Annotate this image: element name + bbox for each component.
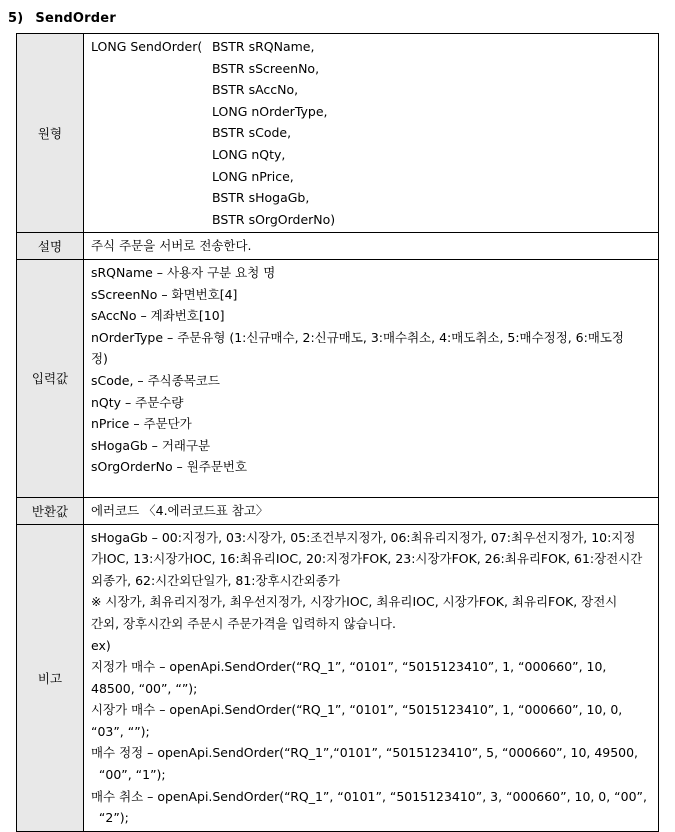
return-content	[84, 497, 659, 524]
return-row	[17, 497, 659, 524]
prototype-row	[17, 34, 659, 233]
remark-line: 간외, 장후시간외 주문시 주문가격을 입력하지 않습니다.	[91, 615, 396, 631]
inputs-row	[17, 259, 659, 497]
param-8: BSTR sHogaGb,	[212, 190, 310, 206]
description-text: 주식 주문을 서버로 전송한다.	[91, 238, 252, 254]
remark-line: 매수 정정 – openApi.SendOrder(“RQ_1”,“0101”, “5015123410”, 5, “000660”, 10, 49500,	[91, 745, 639, 761]
remark-line: 지정가 매수 – openApi.SendOrder(“RQ_1”, “0101”, “5015123410”, 1, “000660”, 10,	[91, 659, 607, 675]
input-line: sAccNo – 계좌번호[10]	[91, 308, 225, 324]
api-spec-table	[16, 33, 659, 832]
param-2: BSTR sScreenNo,	[212, 60, 320, 76]
description-row	[17, 233, 659, 260]
return-text: 에러코드 〈4.에러코드표 참고〉	[91, 502, 269, 518]
description-label: 설명	[17, 233, 84, 260]
input-line: nPrice – 주문단가	[91, 416, 192, 432]
remarks-content	[84, 524, 659, 831]
signature-head: LONG SendOrder(	[91, 39, 203, 54]
remark-line: 매수 취소 – openApi.SendOrder(“RQ_1”, “0101”, “5015123410”, 3, “000660”, 10, 0, “00”,	[91, 788, 647, 804]
param-3: BSTR sAccNo,	[212, 82, 299, 98]
param-6: LONG nQty,	[212, 146, 286, 162]
remark-line: 48500, “00”, “”);	[91, 680, 198, 696]
input-line: 정)	[91, 351, 108, 367]
input-line: sHogaGb – 거래구분	[91, 437, 211, 453]
param-5: BSTR sCode,	[212, 125, 292, 141]
prototype-label: 원형	[17, 34, 84, 233]
param-1: BSTR sRQName,	[212, 39, 315, 54]
section-name: SendOrder	[35, 11, 116, 26]
input-line: sScreenNo – 화면번호[4]	[91, 286, 238, 302]
remark-line: “03”, “”);	[91, 723, 150, 739]
param-7: LONG nPrice,	[212, 168, 294, 184]
inputs-content	[84, 259, 659, 497]
param-9: BSTR sOrgOrderNo)	[212, 211, 336, 227]
input-line: sRQName – 사용자 구분 요청 명	[91, 264, 276, 280]
remark-line: sHogaGb – 00:지정가, 03:시장가, 05:조건부지정가, 06:최유리지정가, 07:최우선지정가, 10:지정	[91, 529, 636, 545]
input-line: nQty – 주문수량	[91, 394, 184, 410]
signature-head-row	[91, 36, 652, 58]
remark-line: “2”);	[91, 810, 129, 826]
prototype-content	[84, 34, 659, 233]
remarks-label: 비고	[17, 524, 84, 831]
input-line: nOrderType – 주문유형 (1:신규매수, 2:신규매도, 3:매수취소, 4:매도취소, 5:매수정정, 6:매도정	[91, 329, 624, 345]
input-line: sCode, – 주식종목코드	[91, 372, 220, 388]
remark-line: 시장가 매수 – openApi.SendOrder(“RQ_1”, “0101”, “5015123410”, 1, “000660”, 10, 0,	[91, 702, 623, 718]
section-title	[8, 11, 116, 26]
remarks-row	[17, 524, 659, 831]
input-line: sOrgOrderNo – 원주문번호	[91, 459, 248, 475]
remark-line: 가IOC, 13:시장가IOC, 16:최유리IOC, 20:지정가FOK, 23:시장가FOK, 26:최유리FOK, 61:장전시간	[91, 551, 643, 567]
section-number: 5)	[8, 11, 24, 26]
inputs-label: 입력값	[17, 259, 84, 497]
remark-line: ex)	[91, 637, 111, 653]
remark-line: 외종가, 62:시간외단일가, 81:장후시간외종가	[91, 572, 340, 588]
param-4: LONG nOrderType,	[212, 103, 328, 119]
return-label: 반환값	[17, 497, 84, 524]
description-content	[84, 233, 659, 260]
remark-line: “00”, “1”);	[91, 767, 166, 783]
remark-line: ※ 시장가, 최유리지정가, 최우선지정가, 시장가IOC, 최유리IOC, 시장가FOK, 최유리FOK, 장전시	[91, 594, 618, 610]
